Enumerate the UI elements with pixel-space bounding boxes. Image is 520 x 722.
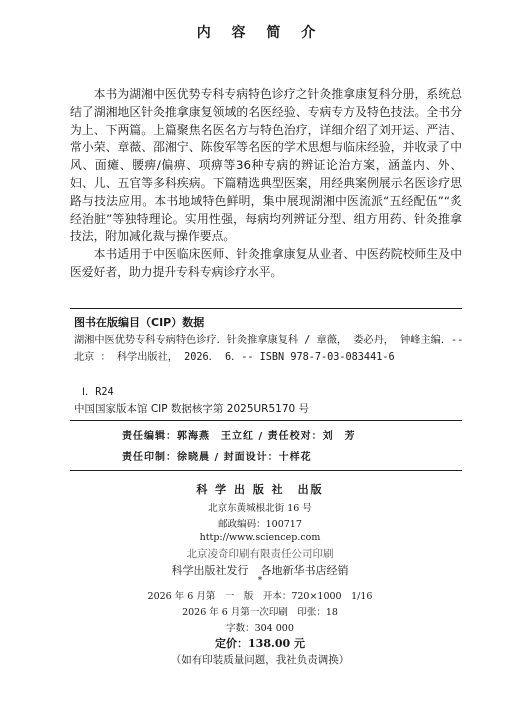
publisher-name: 科 学 出 版 社 出版: [196, 483, 324, 496]
publisher-website: http://www.sciencep.com: [199, 532, 321, 543]
distributor: 科学出版社发行: [171, 564, 249, 577]
divider: [70, 308, 462, 309]
retailer: 各地新华书店经销: [260, 564, 349, 577]
abstract-paragraph: 本书适用于中医临床医师、针灸推拿康复从业者、中医药院校师生及中医爱好者，助力提升专科专病诊疗水平。: [70, 247, 462, 279]
abstract-paragraph: 本书为湖湘中医优势专科专病特色诊疗之针灸推拿康复科分册，系统总结了湖湘地区针灸推拿康复领域的名医经验、专病专方及特色技法。全书分为上、下两篇。上篇聚焦名医名方与特色治疗，详细介绍了刘开运、严洁、常小荣、章薇、邵湘宁、陈俊军等名医的学术思想与临床经验，并收录了中风、面瘫、腰痹/偏痹、项痹等36种专病的辨证论治方案，涵盖内、外、妇、儿、五官等多科疾病。下篇精选典型医案，用经典案例展示名医诊疗思路与技法应用。本书地域特色鲜明，集中展现湖湘中医流派“五经配伍”“炙经治脏”等独特理论。实用性强，每病均列辨证分型、组方用药、针灸推拿技法，附加减化裁与操作要点。: [70, 87, 462, 244]
printing-info: 2026 年 6 月第一次印刷 印张：18: [182, 607, 338, 618]
editor-credits: 责任编辑：郭海燕 王立红 / 责任校对：刘 芳: [122, 431, 356, 442]
production-credits: 责任印制：徐晓晨 / 封面设计：十样花: [122, 452, 312, 463]
cip-entry: 湖湘中医优势专科专病特色诊疗．针灸推拿康复科 / 章薇， 娄必丹， 钟峰主编．-- 北京 ： 科学出版社， 2026． 6．-- ISBN 978-7-03-083441-6: [74, 335, 464, 363]
cip-classification: Ⅰ．R24: [82, 387, 114, 398]
cip-record-number: 中国国家版本馆 CIP 数据核字第 2025UR5170 号: [74, 403, 310, 415]
quality-notice: （如有印装质量问题，我社负责调换）: [170, 654, 350, 666]
page-title: 内 容 简 介: [196, 25, 324, 41]
edition-info: 2026 年 6 月第 一 版 开本：720×1000 1/16: [147, 591, 373, 602]
divider: [70, 420, 462, 421]
abstract: [70, 86, 462, 282]
price: 定价：138.00 元: [215, 637, 305, 650]
publisher-address: 北京东黄城根北街 16 号: [208, 503, 312, 514]
word-count: 字数：304 000: [226, 623, 294, 634]
separator-mark: *: [257, 576, 263, 586]
postal-code: 邮政编码：100717: [218, 519, 302, 530]
cip-heading: 图书在版编目（CIP）数据: [74, 316, 205, 329]
printer-name: 北京凌奇印刷有限责任公司印刷: [186, 548, 334, 560]
divider: [70, 470, 462, 471]
